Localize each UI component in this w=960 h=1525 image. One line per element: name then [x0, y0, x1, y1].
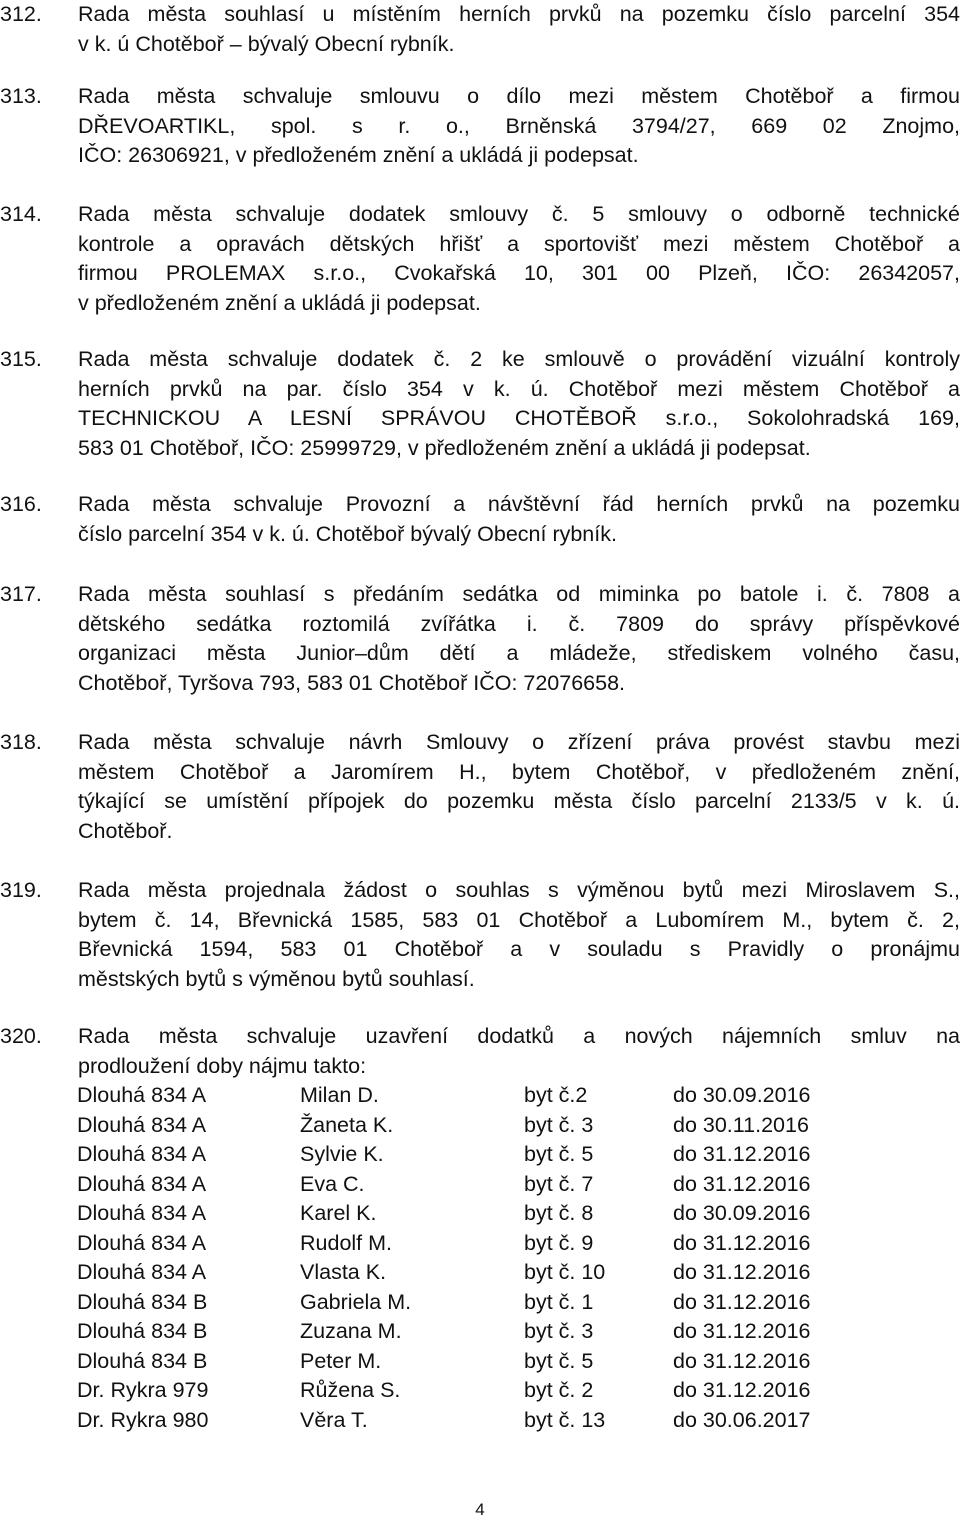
- lease-table: [77, 1081, 960, 1435]
- resolution-line: Rada města souhlasí s předáním sedátka od miminka po batole i. č. 7808 a: [78, 582, 960, 606]
- table-row: [77, 1229, 960, 1259]
- table-row: [77, 1199, 960, 1229]
- lease-until: do 30.09.2016: [673, 1083, 811, 1107]
- lease-tenant: Gabriela M.: [300, 1289, 412, 1314]
- resolution-line: Rada města schvaluje smlouvu o dílo mezi městem Chotěboř a firmou: [78, 84, 960, 108]
- lease-flat: byt č. 5: [524, 1142, 594, 1166]
- resolution-line: prodloužení doby nájmu takto:: [78, 1053, 367, 1078]
- lease-address: Dlouhá 834 A: [77, 1230, 207, 1255]
- table-row: [77, 1258, 960, 1288]
- lease-tenant: Žaneta K.: [300, 1112, 394, 1137]
- resolution-line: číslo parcelní 354 v k. ú. Chotěboř bývalý Obecní rybník.: [78, 521, 617, 546]
- table-row: [77, 1140, 960, 1170]
- lease-address: Dlouhá 834 A: [77, 1171, 207, 1196]
- table-row: [77, 1111, 960, 1141]
- resolution-line: TECHNICKOU A LESNÍ SPRÁVOU CHOTĚBOŘ s.r.o., Sokolohradská 169,: [78, 406, 960, 430]
- lease-until: do 31.12.2016: [673, 1378, 811, 1402]
- resolution-line: herních prvků na par. číslo 354 v k. ú. Chotěboř mezi městem Chotěboř a: [78, 376, 960, 401]
- resolution-text: [78, 200, 960, 318]
- lease-tenant: Vlasta K.: [300, 1260, 387, 1284]
- resolution-line: IČO: 26306921, v předloženém znění a ukládá ji podepsat.: [78, 143, 639, 167]
- page-number: 4: [475, 1500, 485, 1519]
- resolution-number: 316.: [0, 492, 42, 516]
- lease-tenant: Věra T.: [300, 1407, 368, 1432]
- lease-until: do 30.09.2016: [673, 1201, 811, 1225]
- lease-until: do 31.12.2016: [673, 1142, 811, 1166]
- resolution-number: 315.: [0, 347, 42, 371]
- lease-flat: byt č.2: [524, 1083, 588, 1107]
- resolution-number: 314.: [0, 202, 42, 226]
- lease-flat: byt č. 8: [524, 1201, 594, 1225]
- resolution-text: [78, 82, 960, 171]
- lease-until: do 31.12.2016: [673, 1319, 811, 1343]
- lease-tenant: Růžena S.: [300, 1378, 401, 1402]
- lease-address: Dlouhá 834 A: [77, 1112, 207, 1137]
- resolution-line: Rada města schvaluje dodatek č. 2 ke smlouvě o provádění vizuální kontroly: [78, 347, 960, 371]
- resolution-line: Rada města schvaluje Provozní a návštěvní řád herních prvků na pozemku: [78, 492, 960, 516]
- resolution-line: týkající se umístění přípojek do pozemku města číslo parcelní 2133/5 v k. ú.: [78, 789, 960, 813]
- lease-flat: byt č. 10: [524, 1260, 606, 1284]
- resolution-line: městských bytů s výměnou bytů souhlasí.: [78, 966, 475, 991]
- table-row: [77, 1081, 960, 1111]
- resolution-line: bytem č. 14, Břevnická 1585, 583 01 Chotěboř a Lubomírem M., bytem č. 2,: [78, 907, 960, 932]
- lease-flat: byt č. 9: [524, 1230, 594, 1255]
- lease-flat: byt č. 3: [524, 1112, 594, 1137]
- lease-until: do 31.12.2016: [673, 1289, 811, 1314]
- lease-tenant: Eva C.: [300, 1171, 365, 1196]
- lease-tenant: Milan D.: [300, 1083, 379, 1107]
- lease-flat: byt č. 7: [524, 1171, 594, 1196]
- resolution-text: [78, 876, 960, 994]
- lease-flat: byt č. 3: [524, 1319, 594, 1343]
- lease-until: do 30.11.2016: [673, 1112, 809, 1137]
- resolution-line: organizaci města Junior–dům dětí a mládeže, střediskem volného času,: [78, 641, 960, 665]
- lease-address: Dlouhá 834 A: [77, 1142, 207, 1166]
- resolution-line: 583 01 Chotěboř, IČO: 25999729, v předloženém znění a ukládá ji podepsat.: [78, 435, 811, 460]
- resolution-line: Břevnická 1594, 583 01 Chotěboř a v souladu s Pravidly o pronájmu: [78, 937, 960, 961]
- lease-tenant: Karel K.: [300, 1201, 377, 1225]
- lease-flat: byt č. 5: [524, 1348, 594, 1373]
- resolution-line: Rada města schvaluje návrh Smlouvy o zřízení práva provést stavbu mezi: [78, 730, 960, 754]
- resolution-line: dětského sedátka roztomilá zvířátka i. č. 7809 do správy příspěvkové: [78, 611, 960, 636]
- lease-address: Dlouhá 834 A: [77, 1260, 207, 1284]
- resolution-line: kontrole a opravách dětských hřišť a sportovišť mezi městem Chotěboř a: [78, 231, 960, 256]
- lease-until: do 31.12.2016: [673, 1348, 811, 1373]
- resolution-line: Rada města schvaluje dodatek smlouvy č. 5 smlouvy o odborně technické: [78, 202, 960, 226]
- lease-tenant: Rudolf M.: [300, 1230, 393, 1255]
- resolution-number: 313.: [0, 84, 42, 108]
- lease-tenant: Zuzana M.: [300, 1319, 402, 1343]
- lease-flat: byt č. 1: [524, 1289, 594, 1314]
- lease-address: Dlouhá 834 A: [77, 1201, 207, 1225]
- lease-address: Dr. Rykra 979: [77, 1378, 209, 1402]
- lease-address: Dlouhá 834 B: [77, 1319, 208, 1343]
- resolution-line: Rada města projednala žádost o souhlas s výměnou bytů mezi Miroslavem S.,: [78, 878, 960, 902]
- table-row: [77, 1376, 960, 1406]
- resolution-number: 312.: [0, 2, 42, 26]
- lease-address: Dlouhá 834 B: [77, 1348, 208, 1373]
- resolution-text: [78, 345, 960, 463]
- resolution-line: DŘEVOARTIKL, spol. s r. o., Brněnská 3794/27, 669 02 Znojmo,: [78, 113, 960, 138]
- resolution-text: [78, 0, 960, 59]
- table-row: [77, 1317, 960, 1347]
- lease-until: do 31.12.2016: [673, 1260, 811, 1284]
- table-row: [77, 1288, 960, 1318]
- table-row: [77, 1406, 960, 1436]
- lease-until: do 31.12.2016: [673, 1230, 811, 1255]
- resolution-number: 320.: [0, 1024, 42, 1048]
- lease-until: do 31.12.2016: [673, 1171, 811, 1196]
- resolution-line: Rada města schvaluje uzavření dodatků a nových nájemních smluv na: [78, 1024, 960, 1048]
- table-row: [77, 1347, 960, 1377]
- lease-address: Dlouhá 834 A: [77, 1083, 207, 1107]
- lease-tenant: Sylvie K.: [300, 1142, 384, 1166]
- lease-address: Dr. Rykra 980: [77, 1407, 209, 1432]
- resolution-number: 318.: [0, 730, 42, 754]
- resolution-line: v předloženém znění a ukládá ji podepsat.: [78, 290, 481, 315]
- resolution-line: v k. ú Chotěboř – bývalý Obecní rybník.: [78, 31, 455, 56]
- lease-address: Dlouhá 834 B: [77, 1289, 208, 1314]
- lease-flat: byt č. 2: [524, 1378, 594, 1402]
- table-row: [77, 1170, 960, 1200]
- resolution-text: [78, 1022, 960, 1081]
- lease-tenant: Peter M.: [300, 1348, 382, 1373]
- resolution-line: firmou PROLEMAX s.r.o., Cvokařská 10, 301 00 Plzeň, IČO: 26342057,: [78, 261, 960, 285]
- lease-flat: byt č. 13: [524, 1407, 606, 1432]
- resolution-number: 319.: [0, 878, 42, 902]
- resolution-text: [78, 490, 960, 549]
- resolution-text: [78, 728, 960, 846]
- resolution-line: Rada města souhlasí u místěním herních prvků na pozemku číslo parcelní 354: [78, 2, 960, 26]
- resolution-line: Chotěboř, Tyršova 793, 583 01 Chotěboř IČO: 72076658.: [78, 670, 626, 695]
- resolution-line: Chotěboř.: [78, 818, 173, 843]
- lease-until: do 30.06.2017: [673, 1407, 811, 1432]
- resolution-line: městem Chotěboř a Jaromírem H., bytem Chotěboř, v předloženém znění,: [78, 759, 960, 784]
- resolution-number: 317.: [0, 582, 42, 606]
- resolution-text: [78, 580, 960, 698]
